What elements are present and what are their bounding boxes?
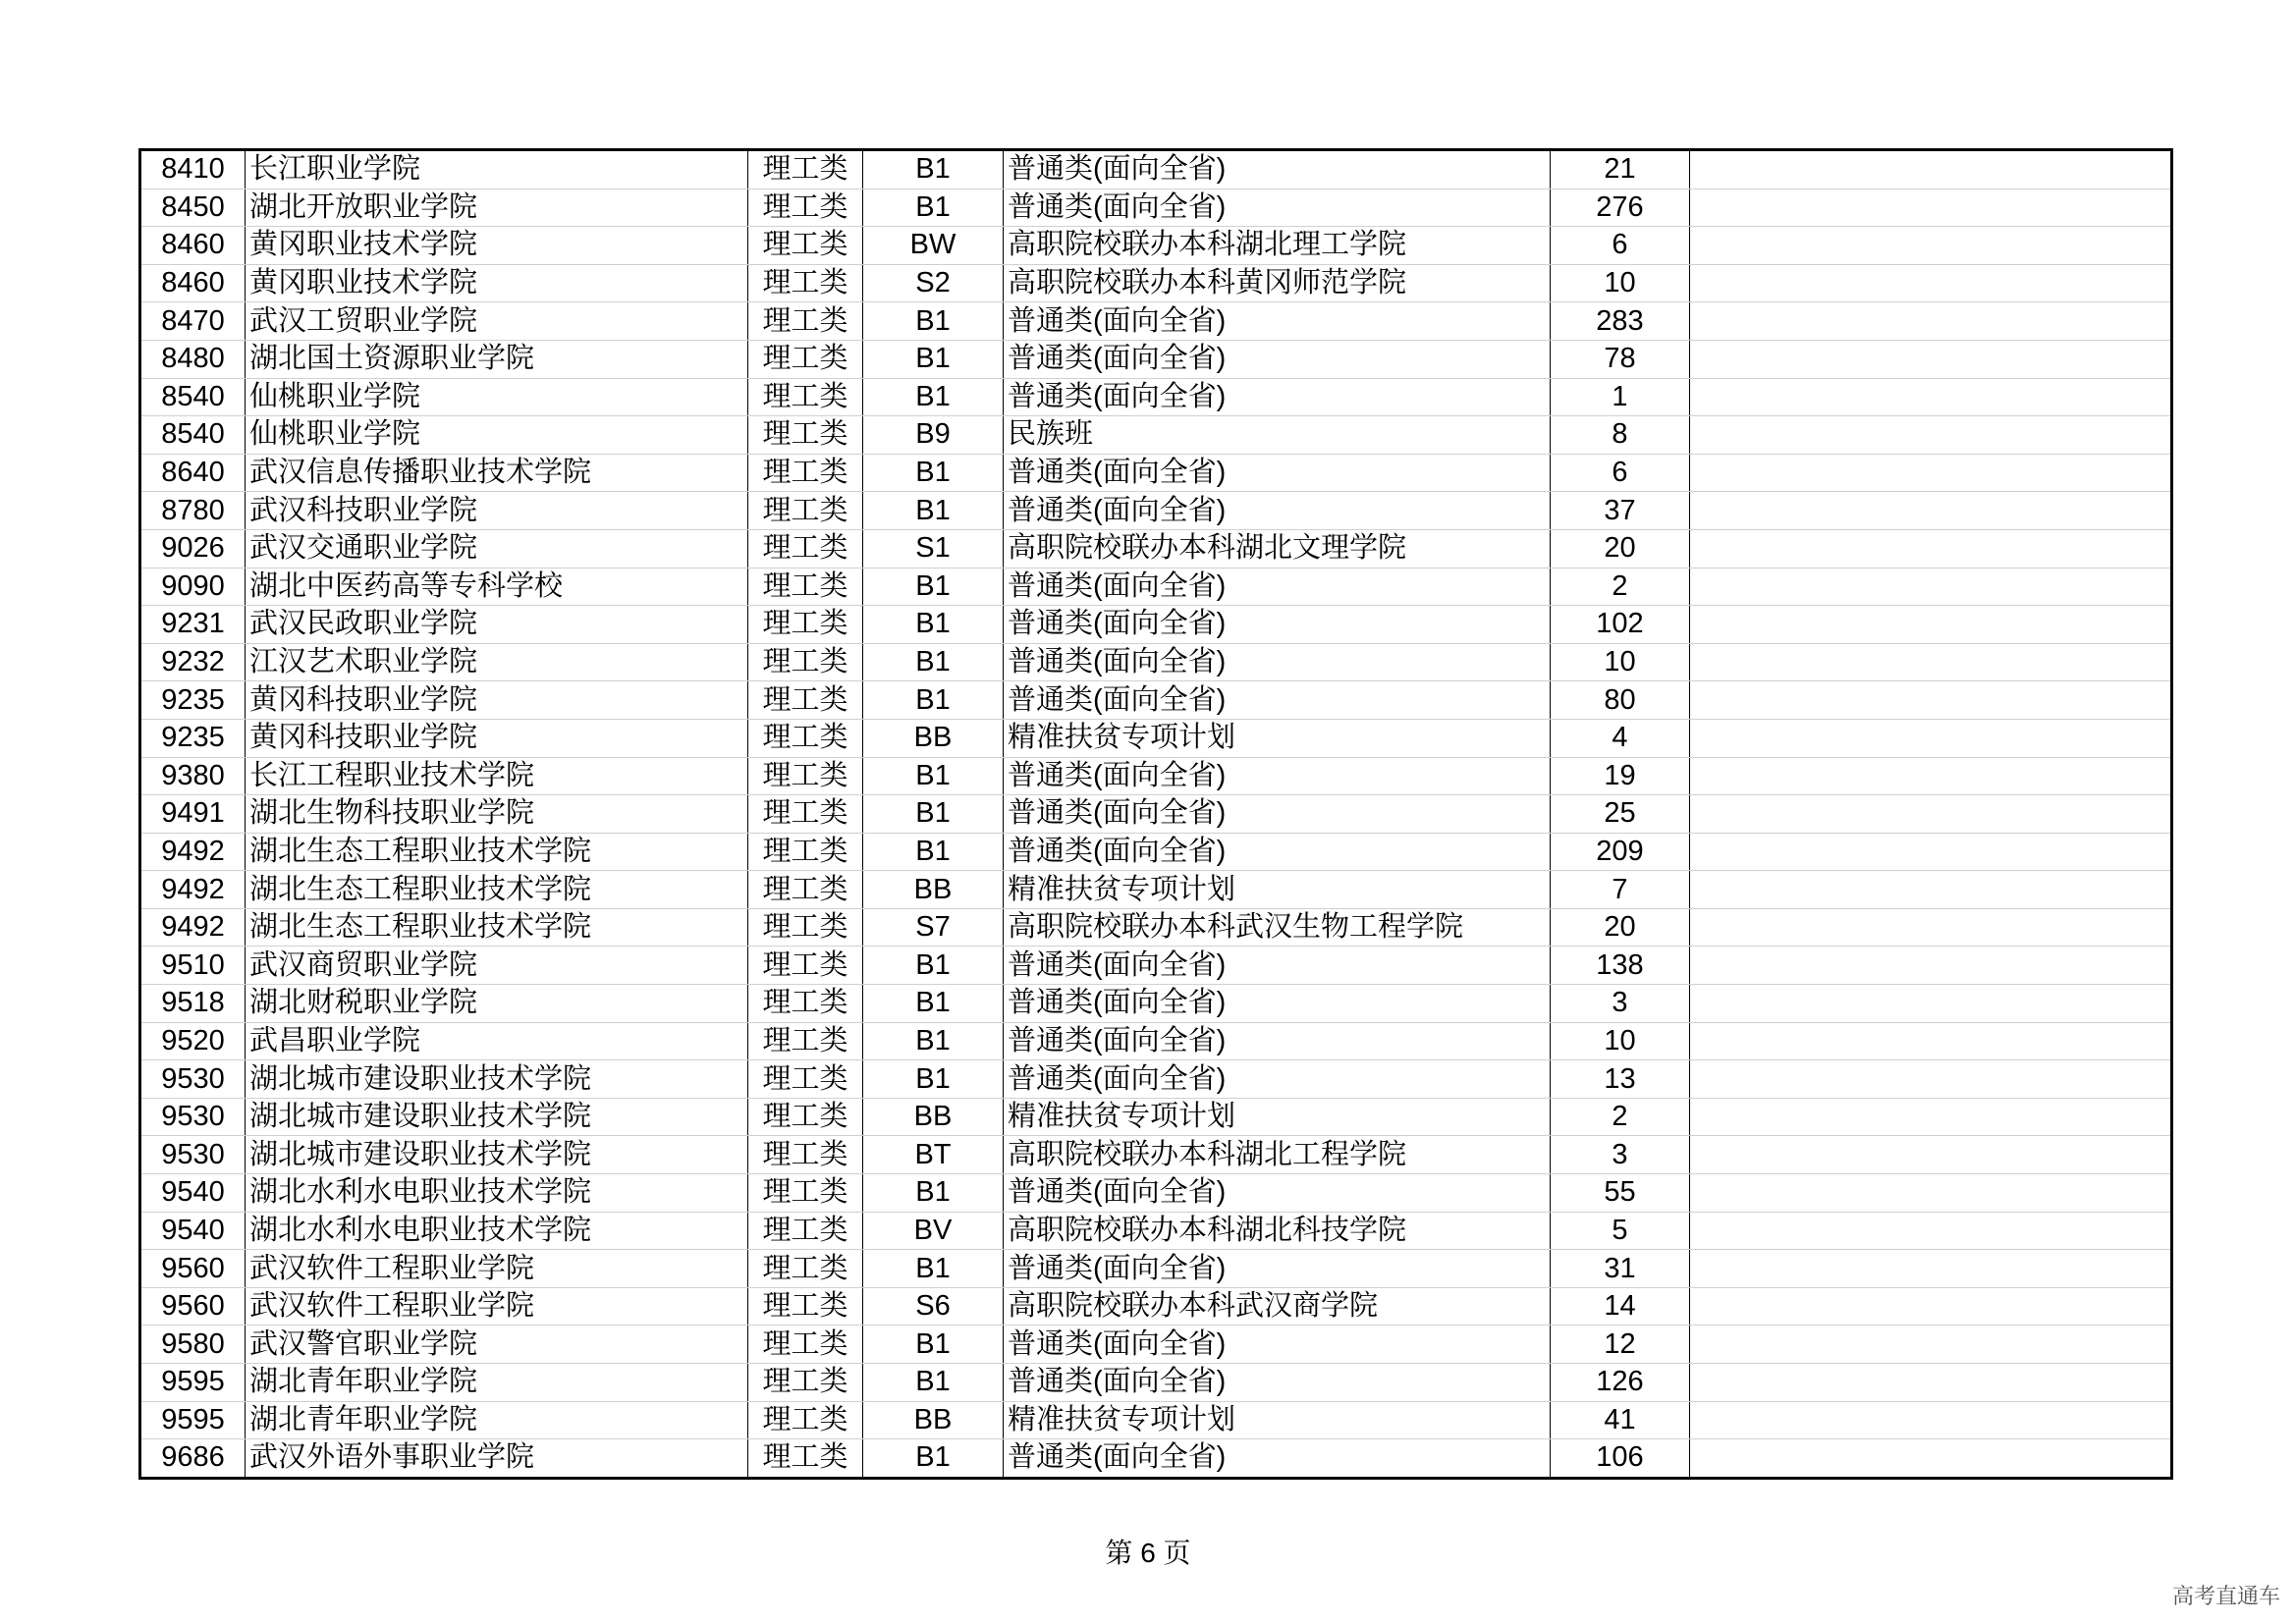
table-row (140, 1401, 2172, 1439)
institution-name-cell: 湖北生态工程职业技术学院 (246, 833, 748, 871)
institution-name-cell: 湖北生态工程职业技术学院 (246, 908, 748, 947)
subject-category-cell: 理工类 (748, 302, 863, 341)
subject-category-cell: 理工类 (748, 757, 863, 795)
subject-category-cell: 理工类 (748, 529, 863, 568)
plan-count-cell: 1 (1551, 378, 1690, 416)
plan-type-description-cell: 普通类(面向全省) (1004, 189, 1551, 227)
institution-name-cell: 武汉外语外事职业学院 (246, 1439, 748, 1479)
remarks-cell (1690, 189, 2172, 227)
plan-type-code-cell: B1 (863, 1326, 1004, 1364)
plan-count-cell: 55 (1551, 1174, 1690, 1213)
plan-type-code-cell: B1 (863, 1174, 1004, 1213)
subject-category-cell: 理工类 (748, 1136, 863, 1174)
plan-count-cell: 13 (1551, 1060, 1690, 1099)
plan-count-cell: 6 (1551, 227, 1690, 265)
institution-code-cell: 9530 (140, 1136, 246, 1174)
plan-type-description-cell: 普通类(面向全省) (1004, 681, 1551, 720)
plan-type-code-cell: B1 (863, 757, 1004, 795)
institution-name-cell: 湖北生物科技职业学院 (246, 795, 748, 834)
table-row (140, 681, 2172, 720)
institution-name-cell: 湖北城市建设职业技术学院 (246, 1060, 748, 1099)
subject-category-cell: 理工类 (748, 1060, 863, 1099)
remarks-cell (1690, 1136, 2172, 1174)
plan-type-code-cell: B1 (863, 1022, 1004, 1060)
subject-category-cell: 理工类 (748, 189, 863, 227)
institution-code-cell: 9540 (140, 1174, 246, 1213)
plan-type-code-cell: B1 (863, 1364, 1004, 1402)
remarks-cell (1690, 643, 2172, 681)
plan-type-code-cell: S7 (863, 908, 1004, 947)
subject-category-cell: 理工类 (748, 871, 863, 909)
institution-name-cell: 湖北城市建设职业技术学院 (246, 1136, 748, 1174)
table-row (140, 947, 2172, 985)
plan-type-description-cell: 普通类(面向全省) (1004, 340, 1551, 378)
table-row (140, 757, 2172, 795)
plan-type-description-cell: 精准扶贫专项计划 (1004, 719, 1551, 757)
plan-type-code-cell: BT (863, 1136, 1004, 1174)
remarks-cell (1690, 606, 2172, 644)
plan-type-description-cell: 普通类(面向全省) (1004, 1022, 1551, 1060)
table-row (140, 568, 2172, 606)
remarks-cell (1690, 833, 2172, 871)
subject-category-cell: 理工类 (748, 1401, 863, 1439)
table-row (140, 1212, 2172, 1250)
table-row (140, 1326, 2172, 1364)
remarks-cell (1690, 302, 2172, 341)
institution-code-cell: 9235 (140, 719, 246, 757)
table-row (140, 833, 2172, 871)
institution-code-cell: 9380 (140, 757, 246, 795)
institution-code-cell: 8410 (140, 150, 246, 189)
plan-type-description-cell: 普通类(面向全省) (1004, 1250, 1551, 1288)
remarks-cell (1690, 1401, 2172, 1439)
table-row (140, 985, 2172, 1023)
institution-name-cell: 湖北生态工程职业技术学院 (246, 871, 748, 909)
remarks-cell (1690, 1439, 2172, 1479)
watermark: 高考直通车 (2171, 1584, 2280, 1608)
subject-category-cell: 理工类 (748, 1439, 863, 1479)
subject-category-cell: 理工类 (748, 947, 863, 985)
institution-name-cell: 武汉软件工程职业学院 (246, 1287, 748, 1326)
subject-category-cell: 理工类 (748, 985, 863, 1023)
institution-name-cell: 武汉交通职业学院 (246, 529, 748, 568)
plan-type-code-cell: S1 (863, 529, 1004, 568)
plan-count-cell: 31 (1551, 1250, 1690, 1288)
page-number: 第 6 页 (1105, 1538, 1191, 1568)
remarks-cell (1690, 1287, 2172, 1326)
table-row (140, 1136, 2172, 1174)
plan-type-code-cell: B1 (863, 1439, 1004, 1479)
table-row (140, 908, 2172, 947)
institution-code-cell: 8640 (140, 454, 246, 492)
remarks-cell (1690, 227, 2172, 265)
remarks-cell (1690, 947, 2172, 985)
table-row (140, 643, 2172, 681)
plan-type-description-cell: 普通类(面向全省) (1004, 947, 1551, 985)
plan-type-code-cell: B1 (863, 189, 1004, 227)
table-row (140, 1250, 2172, 1288)
institution-code-cell: 9510 (140, 947, 246, 985)
plan-type-description-cell: 高职院校联办本科武汉商学院 (1004, 1287, 1551, 1326)
plan-count-cell: 80 (1551, 681, 1690, 720)
institution-name-cell: 仙桃职业学院 (246, 416, 748, 455)
institution-name-cell: 武汉民政职业学院 (246, 606, 748, 644)
plan-type-description-cell: 普通类(面向全省) (1004, 1364, 1551, 1402)
institution-name-cell: 武汉警官职业学院 (246, 1326, 748, 1364)
institution-code-cell: 8470 (140, 302, 246, 341)
plan-count-cell: 2 (1551, 1098, 1690, 1136)
subject-category-cell: 理工类 (748, 227, 863, 265)
institution-name-cell: 黄冈职业技术学院 (246, 227, 748, 265)
plan-count-cell: 14 (1551, 1287, 1690, 1326)
institution-name-cell: 仙桃职业学院 (246, 378, 748, 416)
institution-code-cell: 9540 (140, 1212, 246, 1250)
remarks-cell (1690, 378, 2172, 416)
institution-name-cell: 湖北财税职业学院 (246, 985, 748, 1023)
plan-type-code-cell: B1 (863, 606, 1004, 644)
remarks-cell (1690, 340, 2172, 378)
plan-type-description-cell: 普通类(面向全省) (1004, 833, 1551, 871)
institution-name-cell: 武汉商贸职业学院 (246, 947, 748, 985)
plan-type-code-cell: B1 (863, 302, 1004, 341)
plan-type-description-cell: 普通类(面向全省) (1004, 1060, 1551, 1099)
plan-type-description-cell: 普通类(面向全省) (1004, 150, 1551, 189)
remarks-cell (1690, 1326, 2172, 1364)
table-row (140, 340, 2172, 378)
plan-type-description-cell: 普通类(面向全省) (1004, 1326, 1551, 1364)
subject-category-cell: 理工类 (748, 416, 863, 455)
subject-category-cell: 理工类 (748, 1022, 863, 1060)
table-row (140, 1439, 2172, 1479)
institution-name-cell: 江汉艺术职业学院 (246, 643, 748, 681)
plan-count-cell: 4 (1551, 719, 1690, 757)
plan-type-code-cell: B1 (863, 492, 1004, 530)
institution-name-cell: 湖北水利水电职业技术学院 (246, 1174, 748, 1213)
remarks-cell (1690, 1364, 2172, 1402)
institution-code-cell: 9686 (140, 1439, 246, 1479)
subject-category-cell: 理工类 (748, 681, 863, 720)
enrollment-plan-table (138, 148, 2173, 1480)
remarks-cell (1690, 150, 2172, 189)
subject-category-cell: 理工类 (748, 833, 863, 871)
table-row (140, 1174, 2172, 1213)
plan-type-code-cell: B1 (863, 833, 1004, 871)
plan-count-cell: 20 (1551, 529, 1690, 568)
plan-count-cell: 12 (1551, 1326, 1690, 1364)
institution-code-cell: 8480 (140, 340, 246, 378)
subject-category-cell: 理工类 (748, 606, 863, 644)
institution-code-cell: 9492 (140, 833, 246, 871)
subject-category-cell: 理工类 (748, 1250, 863, 1288)
table-row (140, 1098, 2172, 1136)
plan-type-code-cell: B1 (863, 1250, 1004, 1288)
institution-name-cell: 湖北开放职业学院 (246, 189, 748, 227)
institution-code-cell: 9560 (140, 1287, 246, 1326)
institution-name-cell: 湖北青年职业学院 (246, 1401, 748, 1439)
institution-code-cell: 9580 (140, 1326, 246, 1364)
subject-category-cell: 理工类 (748, 795, 863, 834)
subject-category-cell: 理工类 (748, 1098, 863, 1136)
plan-type-description-cell: 普通类(面向全省) (1004, 378, 1551, 416)
plan-count-cell: 25 (1551, 795, 1690, 834)
institution-code-cell: 9232 (140, 643, 246, 681)
institution-code-cell: 9595 (140, 1364, 246, 1402)
plan-count-cell: 8 (1551, 416, 1690, 455)
institution-code-cell: 9492 (140, 871, 246, 909)
institution-code-cell: 9231 (140, 606, 246, 644)
plan-type-description-cell: 高职院校联办本科武汉生物工程学院 (1004, 908, 1551, 947)
institution-name-cell: 湖北中医药高等专科学校 (246, 568, 748, 606)
plan-type-description-cell: 普通类(面向全省) (1004, 985, 1551, 1023)
institution-code-cell: 9090 (140, 568, 246, 606)
plan-type-code-cell: B1 (863, 643, 1004, 681)
plan-type-code-cell: B1 (863, 340, 1004, 378)
plan-type-code-cell: BV (863, 1212, 1004, 1250)
table-row (140, 302, 2172, 341)
remarks-cell (1690, 719, 2172, 757)
institution-name-cell: 长江工程职业技术学院 (246, 757, 748, 795)
remarks-cell (1690, 757, 2172, 795)
plan-type-code-cell: BW (863, 227, 1004, 265)
subject-category-cell: 理工类 (748, 492, 863, 530)
plan-type-description-cell: 精准扶贫专项计划 (1004, 871, 1551, 909)
institution-code-cell: 9560 (140, 1250, 246, 1288)
plan-type-description-cell: 精准扶贫专项计划 (1004, 1401, 1551, 1439)
subject-category-cell: 理工类 (748, 908, 863, 947)
institution-name-cell: 武昌职业学院 (246, 1022, 748, 1060)
institution-name-cell: 湖北青年职业学院 (246, 1364, 748, 1402)
plan-type-code-cell: BB (863, 719, 1004, 757)
plan-count-cell: 283 (1551, 302, 1690, 341)
table-body (140, 150, 2172, 1479)
plan-type-description-cell: 高职院校联办本科湖北科技学院 (1004, 1212, 1551, 1250)
subject-category-cell: 理工类 (748, 378, 863, 416)
institution-code-cell: 9491 (140, 795, 246, 834)
institution-code-cell: 9026 (140, 529, 246, 568)
plan-count-cell: 10 (1551, 1022, 1690, 1060)
plan-type-description-cell: 普通类(面向全省) (1004, 606, 1551, 644)
plan-count-cell: 102 (1551, 606, 1690, 644)
plan-type-code-cell: B1 (863, 985, 1004, 1023)
plan-type-description-cell: 高职院校联办本科湖北理工学院 (1004, 227, 1551, 265)
plan-count-cell: 209 (1551, 833, 1690, 871)
plan-count-cell: 78 (1551, 340, 1690, 378)
plan-count-cell: 37 (1551, 492, 1690, 530)
subject-category-cell: 理工类 (748, 454, 863, 492)
institution-name-cell: 武汉科技职业学院 (246, 492, 748, 530)
institution-name-cell: 湖北水利水电职业技术学院 (246, 1212, 748, 1250)
plan-type-code-cell: S6 (863, 1287, 1004, 1326)
plan-count-cell: 10 (1551, 264, 1690, 302)
plan-type-description-cell: 高职院校联办本科黄冈师范学院 (1004, 264, 1551, 302)
subject-category-cell: 理工类 (748, 643, 863, 681)
plan-type-description-cell: 普通类(面向全省) (1004, 492, 1551, 530)
remarks-cell (1690, 568, 2172, 606)
table-row (140, 416, 2172, 455)
institution-name-cell: 湖北城市建设职业技术学院 (246, 1098, 748, 1136)
table-row (140, 189, 2172, 227)
plan-count-cell: 7 (1551, 871, 1690, 909)
plan-type-description-cell: 普通类(面向全省) (1004, 454, 1551, 492)
plan-type-code-cell: BB (863, 871, 1004, 909)
table-row (140, 378, 2172, 416)
plan-type-description-cell: 普通类(面向全省) (1004, 568, 1551, 606)
institution-code-cell: 8780 (140, 492, 246, 530)
institution-code-cell: 9492 (140, 908, 246, 947)
remarks-cell (1690, 1174, 2172, 1213)
plan-type-description-cell: 普通类(面向全省) (1004, 795, 1551, 834)
institution-name-cell: 武汉软件工程职业学院 (246, 1250, 748, 1288)
plan-type-code-cell: BB (863, 1401, 1004, 1439)
plan-type-code-cell: B1 (863, 795, 1004, 834)
table-row (140, 454, 2172, 492)
plan-type-code-cell: B1 (863, 681, 1004, 720)
institution-name-cell: 黄冈科技职业学院 (246, 681, 748, 720)
subject-category-cell: 理工类 (748, 1174, 863, 1213)
plan-count-cell: 3 (1551, 985, 1690, 1023)
subject-category-cell: 理工类 (748, 719, 863, 757)
plan-count-cell: 126 (1551, 1364, 1690, 1402)
plan-count-cell: 138 (1551, 947, 1690, 985)
institution-name-cell: 武汉工贸职业学院 (246, 302, 748, 341)
plan-type-description-cell: 精准扶贫专项计划 (1004, 1098, 1551, 1136)
plan-type-description-cell: 高职院校联办本科湖北工程学院 (1004, 1136, 1551, 1174)
remarks-cell (1690, 871, 2172, 909)
table-row (140, 719, 2172, 757)
subject-category-cell: 理工类 (748, 1364, 863, 1402)
plan-count-cell: 10 (1551, 643, 1690, 681)
plan-count-cell: 19 (1551, 757, 1690, 795)
table-row (140, 1022, 2172, 1060)
plan-type-description-cell: 普通类(面向全省) (1004, 1174, 1551, 1213)
plan-type-code-cell: S2 (863, 264, 1004, 302)
plan-type-code-cell: B1 (863, 150, 1004, 189)
plan-type-description-cell: 普通类(面向全省) (1004, 643, 1551, 681)
subject-category-cell: 理工类 (748, 340, 863, 378)
remarks-cell (1690, 1060, 2172, 1099)
remarks-cell (1690, 492, 2172, 530)
subject-category-cell: 理工类 (748, 1326, 863, 1364)
table-row (140, 227, 2172, 265)
remarks-cell (1690, 529, 2172, 568)
subject-category-cell: 理工类 (748, 1212, 863, 1250)
plan-count-cell: 6 (1551, 454, 1690, 492)
plan-count-cell: 276 (1551, 189, 1690, 227)
plan-type-code-cell: B9 (863, 416, 1004, 455)
plan-count-cell: 2 (1551, 568, 1690, 606)
plan-type-description-cell: 普通类(面向全省) (1004, 757, 1551, 795)
plan-type-description-cell: 普通类(面向全省) (1004, 1439, 1551, 1479)
institution-code-cell: 9520 (140, 1022, 246, 1060)
institution-code-cell: 8540 (140, 378, 246, 416)
subject-category-cell: 理工类 (748, 264, 863, 302)
table-row (140, 1287, 2172, 1326)
table-row (140, 795, 2172, 834)
table-row (140, 492, 2172, 530)
table-row (140, 871, 2172, 909)
institution-code-cell: 8450 (140, 189, 246, 227)
table-row (140, 150, 2172, 189)
remarks-cell (1690, 416, 2172, 455)
remarks-cell (1690, 264, 2172, 302)
plan-type-code-cell: B1 (863, 568, 1004, 606)
remarks-cell (1690, 454, 2172, 492)
table-row (140, 529, 2172, 568)
table-row (140, 264, 2172, 302)
institution-code-cell: 8540 (140, 416, 246, 455)
table-row (140, 606, 2172, 644)
institution-code-cell: 8460 (140, 264, 246, 302)
plan-count-cell: 41 (1551, 1401, 1690, 1439)
remarks-cell (1690, 1250, 2172, 1288)
plan-count-cell: 20 (1551, 908, 1690, 947)
institution-name-cell: 黄冈职业技术学院 (246, 264, 748, 302)
institution-name-cell: 武汉信息传播职业技术学院 (246, 454, 748, 492)
institution-name-cell: 黄冈科技职业学院 (246, 719, 748, 757)
plan-type-description-cell: 普通类(面向全省) (1004, 302, 1551, 341)
institution-code-cell: 9235 (140, 681, 246, 720)
remarks-cell (1690, 1022, 2172, 1060)
institution-code-cell: 9530 (140, 1098, 246, 1136)
plan-count-cell: 106 (1551, 1439, 1690, 1479)
institution-code-cell: 9518 (140, 985, 246, 1023)
remarks-cell (1690, 985, 2172, 1023)
table-row (140, 1364, 2172, 1402)
remarks-cell (1690, 908, 2172, 947)
plan-type-code-cell: BB (863, 1098, 1004, 1136)
table-row (140, 1060, 2172, 1099)
remarks-cell (1690, 795, 2172, 834)
institution-code-cell: 8460 (140, 227, 246, 265)
plan-count-cell: 5 (1551, 1212, 1690, 1250)
plan-count-cell: 3 (1551, 1136, 1690, 1174)
subject-category-cell: 理工类 (748, 1287, 863, 1326)
institution-name-cell: 长江职业学院 (246, 150, 748, 189)
subject-category-cell: 理工类 (748, 150, 863, 189)
institution-name-cell: 湖北国土资源职业学院 (246, 340, 748, 378)
plan-type-code-cell: B1 (863, 378, 1004, 416)
plan-type-code-cell: B1 (863, 1060, 1004, 1099)
remarks-cell (1690, 1212, 2172, 1250)
remarks-cell (1690, 1098, 2172, 1136)
plan-type-code-cell: B1 (863, 947, 1004, 985)
plan-type-description-cell: 民族班 (1004, 416, 1551, 455)
remarks-cell (1690, 681, 2172, 720)
institution-code-cell: 9595 (140, 1401, 246, 1439)
plan-count-cell: 21 (1551, 150, 1690, 189)
subject-category-cell: 理工类 (748, 568, 863, 606)
plan-type-description-cell: 高职院校联办本科湖北文理学院 (1004, 529, 1551, 568)
institution-code-cell: 9530 (140, 1060, 246, 1099)
plan-type-code-cell: B1 (863, 454, 1004, 492)
